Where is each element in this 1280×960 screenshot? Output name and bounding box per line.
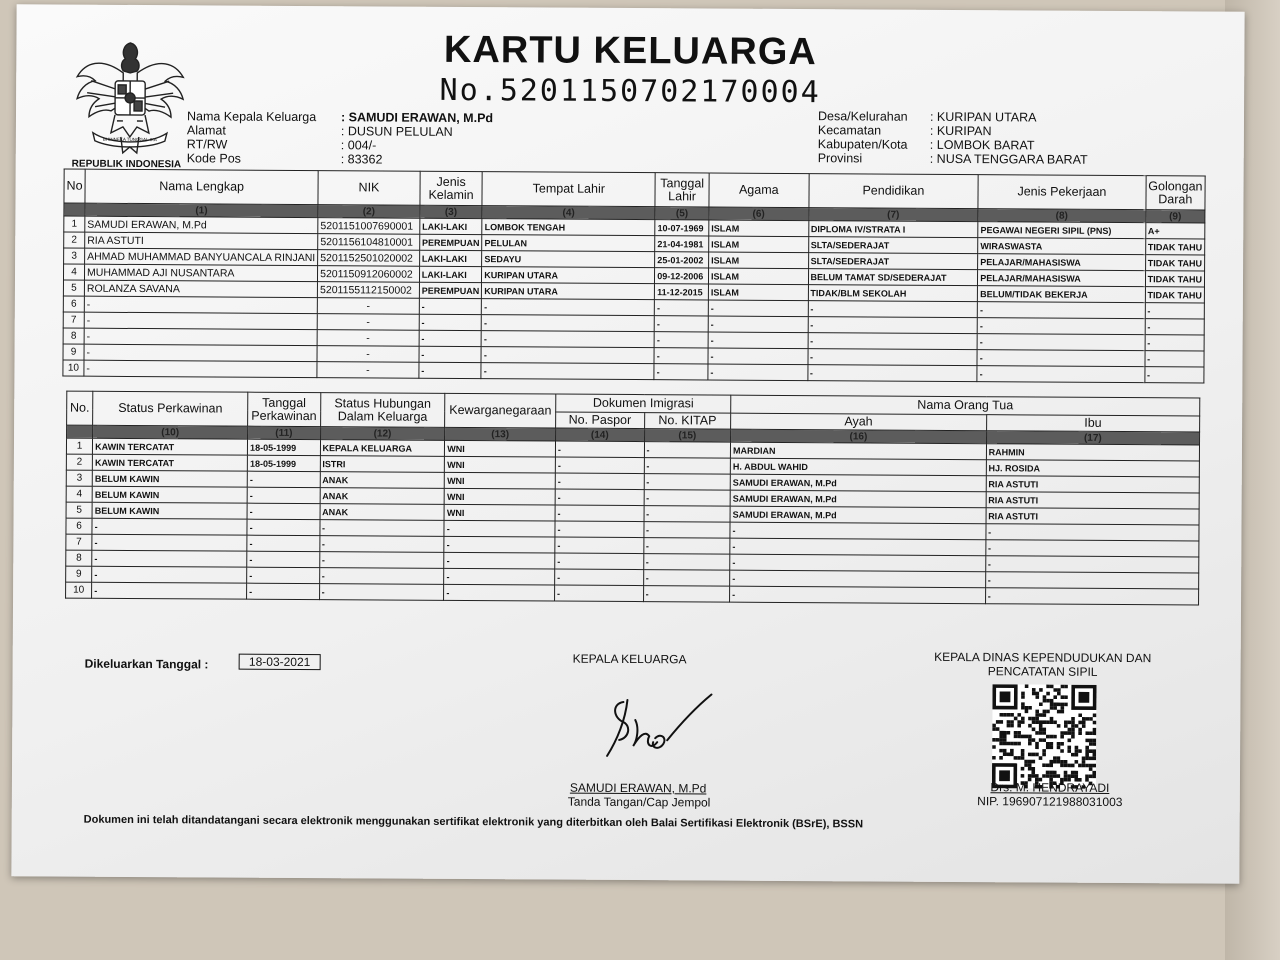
cell-tanggal-lahir: - [654,348,708,364]
header-left-block [187,109,493,167]
col-header-nama-orang-tua: Nama Orang Tua [731,395,1200,416]
cell-tanggal-perkawinan: - [247,519,320,535]
cell-no: 6 [66,518,92,534]
cell-jenis-pekerjaan: - [977,366,1145,383]
cell-kewarganegaraan: WNI [445,472,556,489]
cell-no-kitap: - [643,570,730,587]
cell-tanggal-lahir: - [654,332,708,348]
cell-status-hubungan: - [319,552,444,569]
signature-image [587,680,718,771]
col-header-no: No [64,169,85,203]
col-number: (9) [1145,210,1204,223]
head-of-family-name: SAMUDI ERAWAN, M.Pd [569,780,707,796]
cell-no-kitap: - [644,474,731,491]
electronic-signature-note: Dokumen ini telah ditandatangani secara elektronik menggunakan sertifikat elektronik yang diterbitkan oleh Balai Sertifikasi Elektronik (BSrE), BSSN [83,813,864,831]
cell-ayah: SAMUDI ERAWAN, M.Pd [730,474,986,492]
cell-jenis-pekerjaan: - [977,334,1145,351]
cell-no-paspor: - [555,569,644,586]
col-header-no-kitap: No. KITAP [644,413,731,430]
cell-tanggal-perkawinan: - [247,487,320,503]
cell-nama-lengkap: ROLANZA SAVANA [84,280,317,297]
col-header-jenis-pekerjaan: Jenis Pekerjaan [978,175,1146,210]
cell-tempat-lahir: - [481,347,654,364]
cell-golongan-darah: A+ [1145,223,1204,239]
cell-status-perkawinan: - [92,582,247,599]
header-field [187,151,493,167]
col-header-nama-lengkap: Nama Lengkap [85,169,318,204]
col-number: (12) [320,427,445,441]
col-header-status-perkawinan: Status Perkawinan [93,391,248,426]
agency-title [913,650,1173,680]
cell-ibu: - [985,556,1198,573]
cell-status-perkawinan: BELUM KAWIN [92,470,247,487]
col-number [64,203,85,216]
cell-no-kitap: - [644,442,731,459]
col-header-kewarganegaraan: Kewarganegaraan [445,393,556,428]
header-field-label: RT/RW [186,137,228,152]
cell-ibu: RIA ASTUTI [986,508,1199,525]
cell-ibu: - [985,540,1198,557]
agency-title-line1: KEPALA DINAS KEPENDUDUKAN DAN [934,649,1152,666]
cell-golongan-darah: TIDAK TAHU [1145,239,1204,255]
family-card-number: No.5201150702170004 [439,72,821,111]
cell-jenis-kelamin: - [419,346,482,362]
col-header-status-hubungan: Status Hubungan Dalam Keluarga [320,393,445,428]
col-number: (4) [482,206,655,220]
header-field-label: Kabupaten/Kota [817,137,908,152]
cell-kewarganegaraan: - [444,584,555,601]
cell-pendidikan: SLTA/SEDERAJAT [808,237,978,254]
cell-pendidikan: - [808,349,978,366]
cell-status-perkawinan: - [92,518,247,535]
cell-tanggal-lahir: 21-04-1981 [655,236,709,252]
cell-status-perkawinan: BELUM KAWIN [92,486,247,503]
cell-no-paspor: - [555,585,644,602]
cell-golongan-darah: - [1145,367,1204,383]
cell-no: 3 [64,248,85,264]
cell-pendidikan: - [807,365,977,382]
cell-tanggal-lahir: 11-12-2015 [655,284,709,300]
cell-nik: 5201152501020002 [318,250,420,267]
cell-no-paspor: - [555,441,644,458]
issued-label: Dikeluarkan Tanggal : [84,656,209,672]
cell-kewarganegaraan: WNI [444,488,555,505]
cell-tanggal-perkawinan: 18-05-1999 [247,455,320,471]
col-number: (2) [318,205,420,219]
cell-no-kitap: - [643,522,730,539]
cell-jenis-kelamin: - [419,362,482,378]
cell-agama: - [708,316,808,333]
col-header-dokumen-imigrasi: Dokumen Imigrasi [556,394,731,413]
cell-tanggal-perkawinan: - [247,535,320,551]
cell-no: 5 [63,280,84,296]
cell-no: 3 [66,470,92,486]
cell-golongan-darah: - [1145,319,1204,335]
head-of-family-label: KEPALA KELUARGA [572,651,687,667]
agency-title-line2: PENCATATAN SIPIL [987,664,1098,679]
cell-nik: - [317,314,419,331]
cell-tanggal-perkawinan: - [247,583,320,599]
family-card-document [11,4,1244,883]
cell-no: 4 [66,486,92,502]
header-field-value: : KURIPAN [929,123,992,139]
col-header-golongan-darah: Golongan Darah [1146,176,1206,210]
cell-nik: 5201150912060002 [318,266,420,283]
cell-no-paspor: - [555,537,644,554]
cell-agama: - [708,348,808,365]
col-header-ayah: Ayah [731,413,987,431]
cell-tempat-lahir: PELULAN [482,235,655,252]
marital-status-table [65,391,1200,606]
cell-status-hubungan: ANAK [320,488,445,505]
official-nip: NIP. 196907121988031003 [977,794,1123,810]
header-field-value: : LOMBOK BARAT [929,137,1035,153]
cell-no-kitap: - [643,554,730,571]
cell-tanggal-perkawinan: - [247,551,320,567]
cell-nama-lengkap: - [84,344,317,361]
cell-no-kitap: - [643,538,730,555]
cell-status-hubungan: KEPALA KELUARGA [320,440,445,457]
cell-ibu: - [985,572,1198,589]
cell-no-paspor: - [555,489,644,506]
emblem-caption: REPUBLIK INDONESIA [71,158,182,171]
cell-no: 8 [66,550,92,566]
cell-agama: - [708,332,808,349]
cell-kewarganegaraan: - [444,536,555,553]
header-field-value: : SAMUDI ERAWAN, M.Pd [340,110,494,126]
cell-pendidikan: - [808,301,978,318]
cell-pendidikan: BELUM TAMAT SD/SEDERAJAT [808,269,978,286]
col-number: (6) [709,207,809,221]
signature-caption: Tanda Tangan/Cap Jempol [567,794,711,810]
cell-ayah: - [730,538,986,556]
col-number: (10) [93,425,248,439]
cell-agama: - [708,364,808,381]
cell-kewarganegaraan: WNI [445,440,556,457]
cell-nik: - [317,330,419,347]
cell-no: 1 [64,216,85,232]
cell-status-hubungan: - [319,536,444,553]
cell-pendidikan: - [808,317,978,334]
cell-tempat-lahir: SEDAYU [482,251,655,268]
header-field [818,151,1088,167]
col-header-jenis-kelamin: Jenis Kelamin [420,171,483,205]
cell-jenis-kelamin: - [419,314,482,330]
cell-golongan-darah: TIDAK TAHU [1145,271,1204,287]
cell-jenis-kelamin: LAKI-LAKI [419,266,482,282]
cell-ayah: - [730,522,986,540]
cell-nama-lengkap: AHMAD MUHAMMAD BANYUANCALA RINJANI [85,248,318,265]
cell-ayah: SAMUDI ERAWAN, M.Pd [730,490,986,508]
cell-tempat-lahir: - [481,363,654,380]
family-members-table [62,169,1205,384]
cell-nama-lengkap: - [84,312,317,329]
cell-ibu: - [985,588,1198,605]
header-field-label: Nama Kepala Keluarga [186,109,317,125]
col-number: (7) [808,208,978,222]
cell-nik: 5201155112150002 [317,282,419,299]
cell-status-perkawinan: BELUM KAWIN [92,502,247,519]
cell-no: 9 [66,566,92,582]
cell-tanggal-lahir: 09-12-2006 [655,268,709,284]
cell-tanggal-lahir: - [654,300,708,316]
header-field-value: : 004/- [340,138,377,153]
cell-no: 2 [64,232,85,248]
cell-tanggal-lahir: - [654,316,708,332]
cell-jenis-kelamin: LAKI-LAKI [419,250,482,266]
cell-jenis-pekerjaan: PELAJAR/MAHASISWA [978,270,1146,287]
cell-nama-lengkap: SAMUDI ERAWAN, M.Pd [85,216,318,233]
cell-ibu: - [986,524,1199,541]
cell-status-hubungan: - [319,520,444,537]
cell-no-paspor: - [555,457,644,474]
cell-golongan-darah: TIDAK TAHU [1145,287,1204,303]
col-number: (5) [655,207,709,220]
cell-jenis-pekerjaan: - [977,318,1145,335]
cell-jenis-pekerjaan: WIRASWASTA [978,238,1146,255]
col-number: (13) [445,427,556,441]
col-header-agama: Agama [709,173,809,208]
col-header-no-paspor: No. Paspor [556,412,645,429]
cell-no-paspor: - [555,473,644,490]
cell-jenis-pekerjaan: - [977,302,1145,319]
cell-golongan-darah: TIDAK TAHU [1145,255,1204,271]
cell-agama: ISLAM [708,268,808,285]
cell-jenis-kelamin: - [419,330,482,346]
cell-no-kitap: - [644,490,731,507]
col-number [67,425,93,438]
cell-status-perkawinan: - [92,534,247,551]
cell-no: 9 [63,344,84,360]
cell-nik: - [317,298,419,315]
cell-ayah: - [730,586,986,604]
col-number: (8) [978,209,1146,223]
cell-no-kitap: - [644,506,731,523]
col-header-tempat-lahir: Tempat Lahir [482,172,655,207]
cell-golongan-darah: - [1145,351,1204,367]
cell-ibu: RIA ASTUTI [986,492,1199,509]
header-field-label: Provinsi [817,151,863,166]
cell-no: 6 [63,296,84,312]
cell-ibu: RIA ASTUTI [986,476,1199,493]
cell-no: 10 [63,360,84,376]
header-field-value: : NUSA TENGGARA BARAT [929,151,1088,167]
cell-jenis-pekerjaan: PEGAWAI NEGERI SIPIL (PNS) [978,222,1146,239]
cell-nik: - [317,362,419,379]
cell-ayah: SAMUDI ERAWAN, M.Pd [730,506,986,524]
cell-ibu: RAHMIN [986,444,1199,461]
cell-tempat-lahir: - [482,299,655,316]
header-field-label: Desa/Kelurahan [817,109,908,124]
cell-agama: ISLAM [708,284,808,301]
col-number: (1) [85,203,318,217]
cell-status-perkawinan: - [92,550,247,567]
cell-kewarganegaraan: - [444,568,555,585]
cell-jenis-kelamin: LAKI-LAKI [420,218,483,234]
cell-tanggal-lahir: 25-01-2002 [655,252,709,268]
cell-golongan-darah: - [1145,335,1204,351]
cell-no-paspor: - [555,505,644,522]
cell-jenis-pekerjaan: - [977,350,1145,367]
cell-tanggal-perkawinan: - [247,471,320,487]
cell-no: 1 [66,438,92,454]
cell-no-paspor: - [555,521,644,538]
cell-no: 7 [63,312,84,328]
col-number: (17) [986,431,1199,445]
cell-jenis-kelamin: - [419,298,482,314]
cell-status-hubungan: - [319,568,444,585]
cell-pendidikan: TIDAK/BLM SEKOLAH [808,285,978,302]
cell-pendidikan: SLTA/SEDERAJAT [808,253,978,270]
cell-nik: 5201156104810001 [318,234,420,251]
col-number: (16) [731,429,987,444]
cell-golongan-darah: - [1145,303,1204,319]
header-field-label: Alamat [186,123,226,138]
cell-status-perkawinan: - [92,566,247,583]
header-field-label: Kode Pos [186,151,241,166]
cell-no-kitap: - [644,458,731,475]
col-number: (14) [556,428,645,442]
cell-nama-lengkap: - [84,328,317,345]
cell-no: 4 [63,264,84,280]
col-number: (11) [248,426,321,439]
cell-tempat-lahir: KURIPAN UTARA [482,267,655,284]
cell-tanggal-perkawinan: - [247,567,320,583]
cell-tempat-lahir: LOMBOK TENGAH [482,219,655,236]
cell-status-hubungan: ANAK [320,472,445,489]
cell-nama-lengkap: MUHAMMAD AJI NUSANTARA [84,264,317,281]
qr-code-icon [992,684,1097,789]
col-header-no: No. [67,391,93,425]
col-header-tanggal-perkawinan: Tanggal Perkawinan [248,392,321,426]
cell-pendidikan: - [808,333,978,350]
cell-agama: - [708,300,808,317]
cell-jenis-pekerjaan: PELAJAR/MAHASISWA [978,254,1146,271]
cell-jenis-pekerjaan: BELUM/TIDAK BEKERJA [978,286,1146,303]
cell-agama: ISLAM [709,236,809,253]
cell-jenis-kelamin: PEREMPUAN [419,234,482,250]
cell-nama-lengkap: - [84,360,317,377]
col-header-pendidikan: Pendidikan [808,174,978,209]
cell-tanggal-lahir: 10-07-1969 [655,220,709,236]
cell-tanggal-perkawinan: - [247,503,320,519]
cell-kewarganegaraan: - [444,520,555,537]
cell-agama: ISLAM [709,220,809,237]
cell-pendidikan: DIPLOMA IV/STRATA I [808,221,978,238]
cell-ibu: HJ. ROSIDA [986,460,1199,477]
svg-text:BHINNEKA TUNGGAL IKA: BHINNEKA TUNGGAL IKA [102,136,157,143]
cell-ayah: MARDIAN [730,442,986,460]
cell-status-hubungan: - [319,584,444,601]
cell-kewarganegaraan: - [444,552,555,569]
col-number: (15) [644,429,731,443]
cell-jenis-kelamin: PEREMPUAN [419,282,482,298]
cell-tanggal-lahir: - [654,364,708,380]
cell-tempat-lahir: - [481,315,654,332]
cell-tanggal-perkawinan: 18-05-1999 [248,439,321,455]
cell-status-perkawinan: KAWIN TERCATAT [93,438,248,455]
cell-no-kitap: - [643,586,730,603]
cell-no: 10 [66,582,92,598]
cell-no: 8 [63,328,84,344]
col-header-ibu: Ibu [986,415,1199,432]
cell-nama-lengkap: - [84,296,317,313]
header-field-value: : 83362 [340,152,383,167]
cell-kewarganegaraan: WNI [445,456,556,473]
cell-nik: 5201151007690001 [318,218,420,235]
cell-status-perkawinan: KAWIN TERCATAT [92,454,247,471]
col-header-tanggal-lahir: Tanggal Lahir [655,173,709,207]
header-field-value: : KURIPAN UTARA [929,109,1037,125]
cell-tempat-lahir: - [481,331,654,348]
cell-no: 5 [66,502,92,518]
col-number: (3) [420,205,483,218]
header-field-label: Kecamatan [817,123,882,138]
cell-tempat-lahir: KURIPAN UTARA [482,283,655,300]
cell-agama: ISLAM [709,252,809,269]
cell-nik: - [317,346,419,363]
header-field-value: : DUSUN PELULAN [340,124,453,139]
col-header-nik: NIK [318,171,420,206]
header-right-block [818,109,1088,167]
cell-status-hubungan: ISTRI [320,456,445,473]
cell-ayah: - [730,554,986,572]
cell-no: 7 [66,534,92,550]
cell-kewarganegaraan: WNI [444,504,555,521]
cell-no: 2 [66,454,92,470]
cell-nama-lengkap: RIA ASTUTI [85,232,318,249]
cell-no-paspor: - [555,553,644,570]
cell-ayah: H. ABDUL WAHID [730,458,986,476]
cell-ayah: - [730,570,986,588]
issued-date: 18-03-2021 [239,654,321,671]
document-title: KARTU KELUARGA [443,28,817,74]
cell-status-hubungan: ANAK [320,504,445,521]
official-name: Drs. M. HENDRAYADI [990,780,1110,795]
